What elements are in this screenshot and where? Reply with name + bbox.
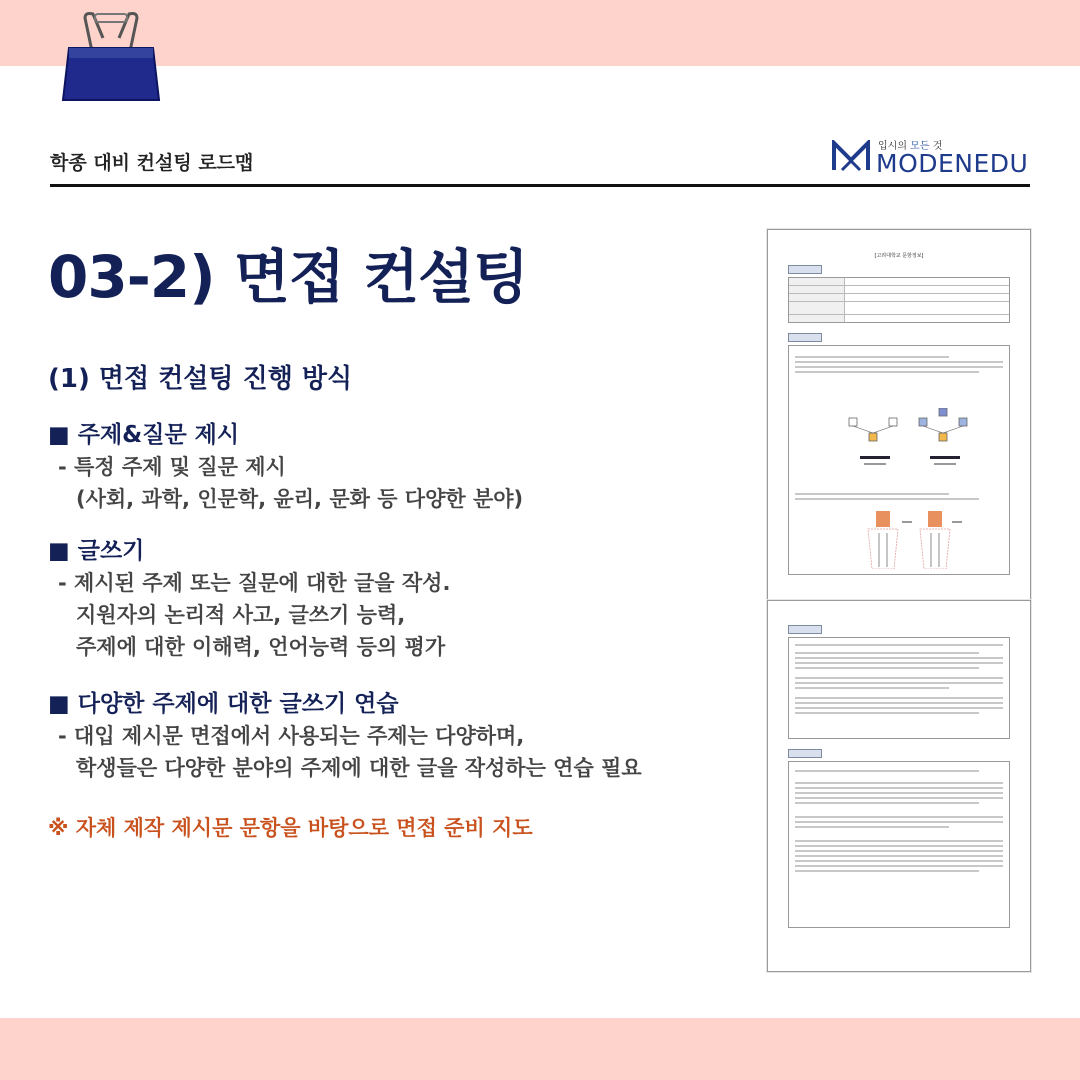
- highlight-note: ※ 자체 제작 제시문 문항을 바탕으로 면접 준비 지도: [48, 816, 533, 840]
- doc-answer-table: [788, 761, 1010, 928]
- section-line: - 제시된 주제 또는 질문에 대한 글을 작성.: [58, 571, 451, 595]
- section-line: - 대입 제시문 면접에서 사용되는 주제는 다양하며,: [58, 724, 525, 748]
- doc-section-bar: [788, 625, 822, 634]
- cell-diagram-icon: [864, 511, 964, 569]
- bottom-band: [0, 1018, 1080, 1080]
- section-line: 주제에 대한 이해력, 언어능력 등의 평가: [76, 635, 446, 659]
- brand-logo: [832, 137, 1032, 177]
- section-heading: ■ 글쓰기: [48, 538, 145, 564]
- binder-clip-icon: [55, 8, 167, 104]
- sample-document-heading: [고려대학교 문항정보]: [874, 253, 924, 259]
- doc-section-bar: [788, 265, 822, 274]
- page-title: 03-2) 면접 컨설팅: [48, 243, 529, 311]
- sample-document-page-1: [767, 229, 1031, 601]
- section-subtitle: (1) 면접 컨설팅 진행 방식: [48, 364, 353, 394]
- doc-info-table: [788, 277, 1010, 323]
- doc-section-bar: [788, 333, 822, 342]
- section-line: (사회, 과학, 인문학, 윤리, 문화 등 다양한 분야): [76, 487, 524, 511]
- doc-question-box: [788, 345, 1010, 575]
- modenedu-logo-icon: [832, 140, 870, 172]
- header-divider: [50, 184, 1030, 187]
- section-heading: ■ 주제&질문 제시: [48, 422, 240, 448]
- logo-wordmark: MODENEDU: [876, 149, 1029, 178]
- molecule-diagram-icon: [844, 408, 974, 478]
- section-topic-question: [48, 419, 768, 515]
- logo-tagline: 입시의 모든 것: [878, 141, 943, 152]
- doc-section-bar: [788, 749, 822, 758]
- doc-criteria-table: [788, 637, 1010, 739]
- sample-document-page-2: [767, 600, 1031, 972]
- page-header-title: 학종 대비 컨설팅 로드맵: [50, 152, 254, 174]
- section-heading: ■ 다양한 주제에 대한 글쓰기 연습: [48, 691, 399, 717]
- section-line: - 특정 주제 및 질문 제시: [58, 455, 286, 479]
- section-writing-practice: [48, 688, 768, 784]
- section-line: 학생들은 다양한 분야의 주제에 대한 글을 작성하는 연습 필요: [76, 756, 642, 780]
- section-writing: [48, 535, 768, 663]
- section-line: 지원자의 논리적 사고, 글쓰기 능력,: [76, 603, 406, 627]
